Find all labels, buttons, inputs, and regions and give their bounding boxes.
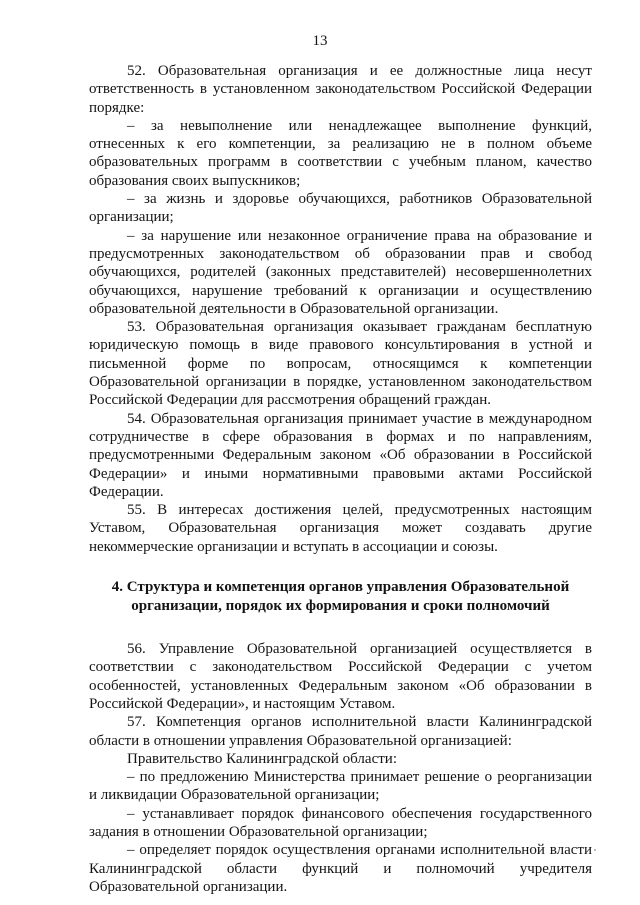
page-number: 13 bbox=[312, 33, 328, 49]
scan-speck bbox=[594, 849, 596, 851]
list-item: – за невыполнение или ненадлежащее выполнение функций, отнесенных к его компетенции, за реализацию не в полном объеме образовательных программ в соответствии с учебным планом, качество образования своих выпускников; bbox=[89, 117, 592, 189]
list-item: – по предложению Министерства принимает решение о реорганизации и ликвидации Образовательной организации; bbox=[89, 769, 592, 804]
paragraph-54: 54. Образовательная организация принимает участие в международном сотрудничестве в сфере образования в формах и по направлениям, предусмотренными Федеральным законом «Об образовании в Российской Федерации» и иными нормативными правовыми актами Российской Федерации. bbox=[89, 410, 592, 500]
paragraph-52: 52. Образовательная организация и ее должностные лица несут ответственность в установленном законодательством Российской Федерации порядке: bbox=[89, 63, 592, 116]
list-item: – определяет порядок осуществления органами исполнительной власти Калининградской области функций и полномочий учредителя Образовательной организации. bbox=[89, 842, 592, 895]
list-item: – за нарушение или незаконное ограничение права на образование и предусмотренных законодательством об образовании прав и свобод обучающихся, родителей (законных представителей) несовершеннолетних обучающихся, нарушение требований к организации и осуществлению образовательной деятельности в Образовательной организации. bbox=[89, 227, 592, 317]
section-heading: 4. Структура и компетенция органов управления Образовательной организации, порядок их формирования и сроки полномочий bbox=[111, 579, 570, 615]
list-item: – за жизнь и здоровье обучающихся, работников Образовательной организации; bbox=[89, 191, 592, 226]
paragraph-government: Правительство Калининградской области: bbox=[127, 750, 397, 767]
paragraph-56: 56. Управление Образовательной организацией осуществляется в соответствии с законодательством Российской Федерации с учетом особенностей, установленных Федеральным законом «Об образовании в Российской Федерации», и настоящим Уставом. bbox=[89, 641, 592, 712]
paragraph-55: 55. В интересах достижения целей, предусмотренных настоящим Уставом, Образовательная организация может создавать другие некоммерческие организации и вступать в ассоциации и союзы. bbox=[89, 502, 592, 555]
paragraph-53: 53. Образовательная организация оказывает гражданам бесплатную юридическую помощь в виде правового консультирования в устной и письменной форме по вопросам, относящимся к компетенции Образовательной организации в порядке, установленном законодательством Российской Федерации для рассмотрения обращений граждан. bbox=[89, 319, 592, 409]
paragraph-57: 57. Компетенция органов исполнительной власти Калининградской области в отношении управления Образовательной организацией: bbox=[89, 714, 592, 749]
document-body bbox=[89, 62, 592, 896]
list-item: – устанавливает порядок финансового обеспечения государственного задания в отношении Образовательной организации; bbox=[89, 805, 592, 840]
